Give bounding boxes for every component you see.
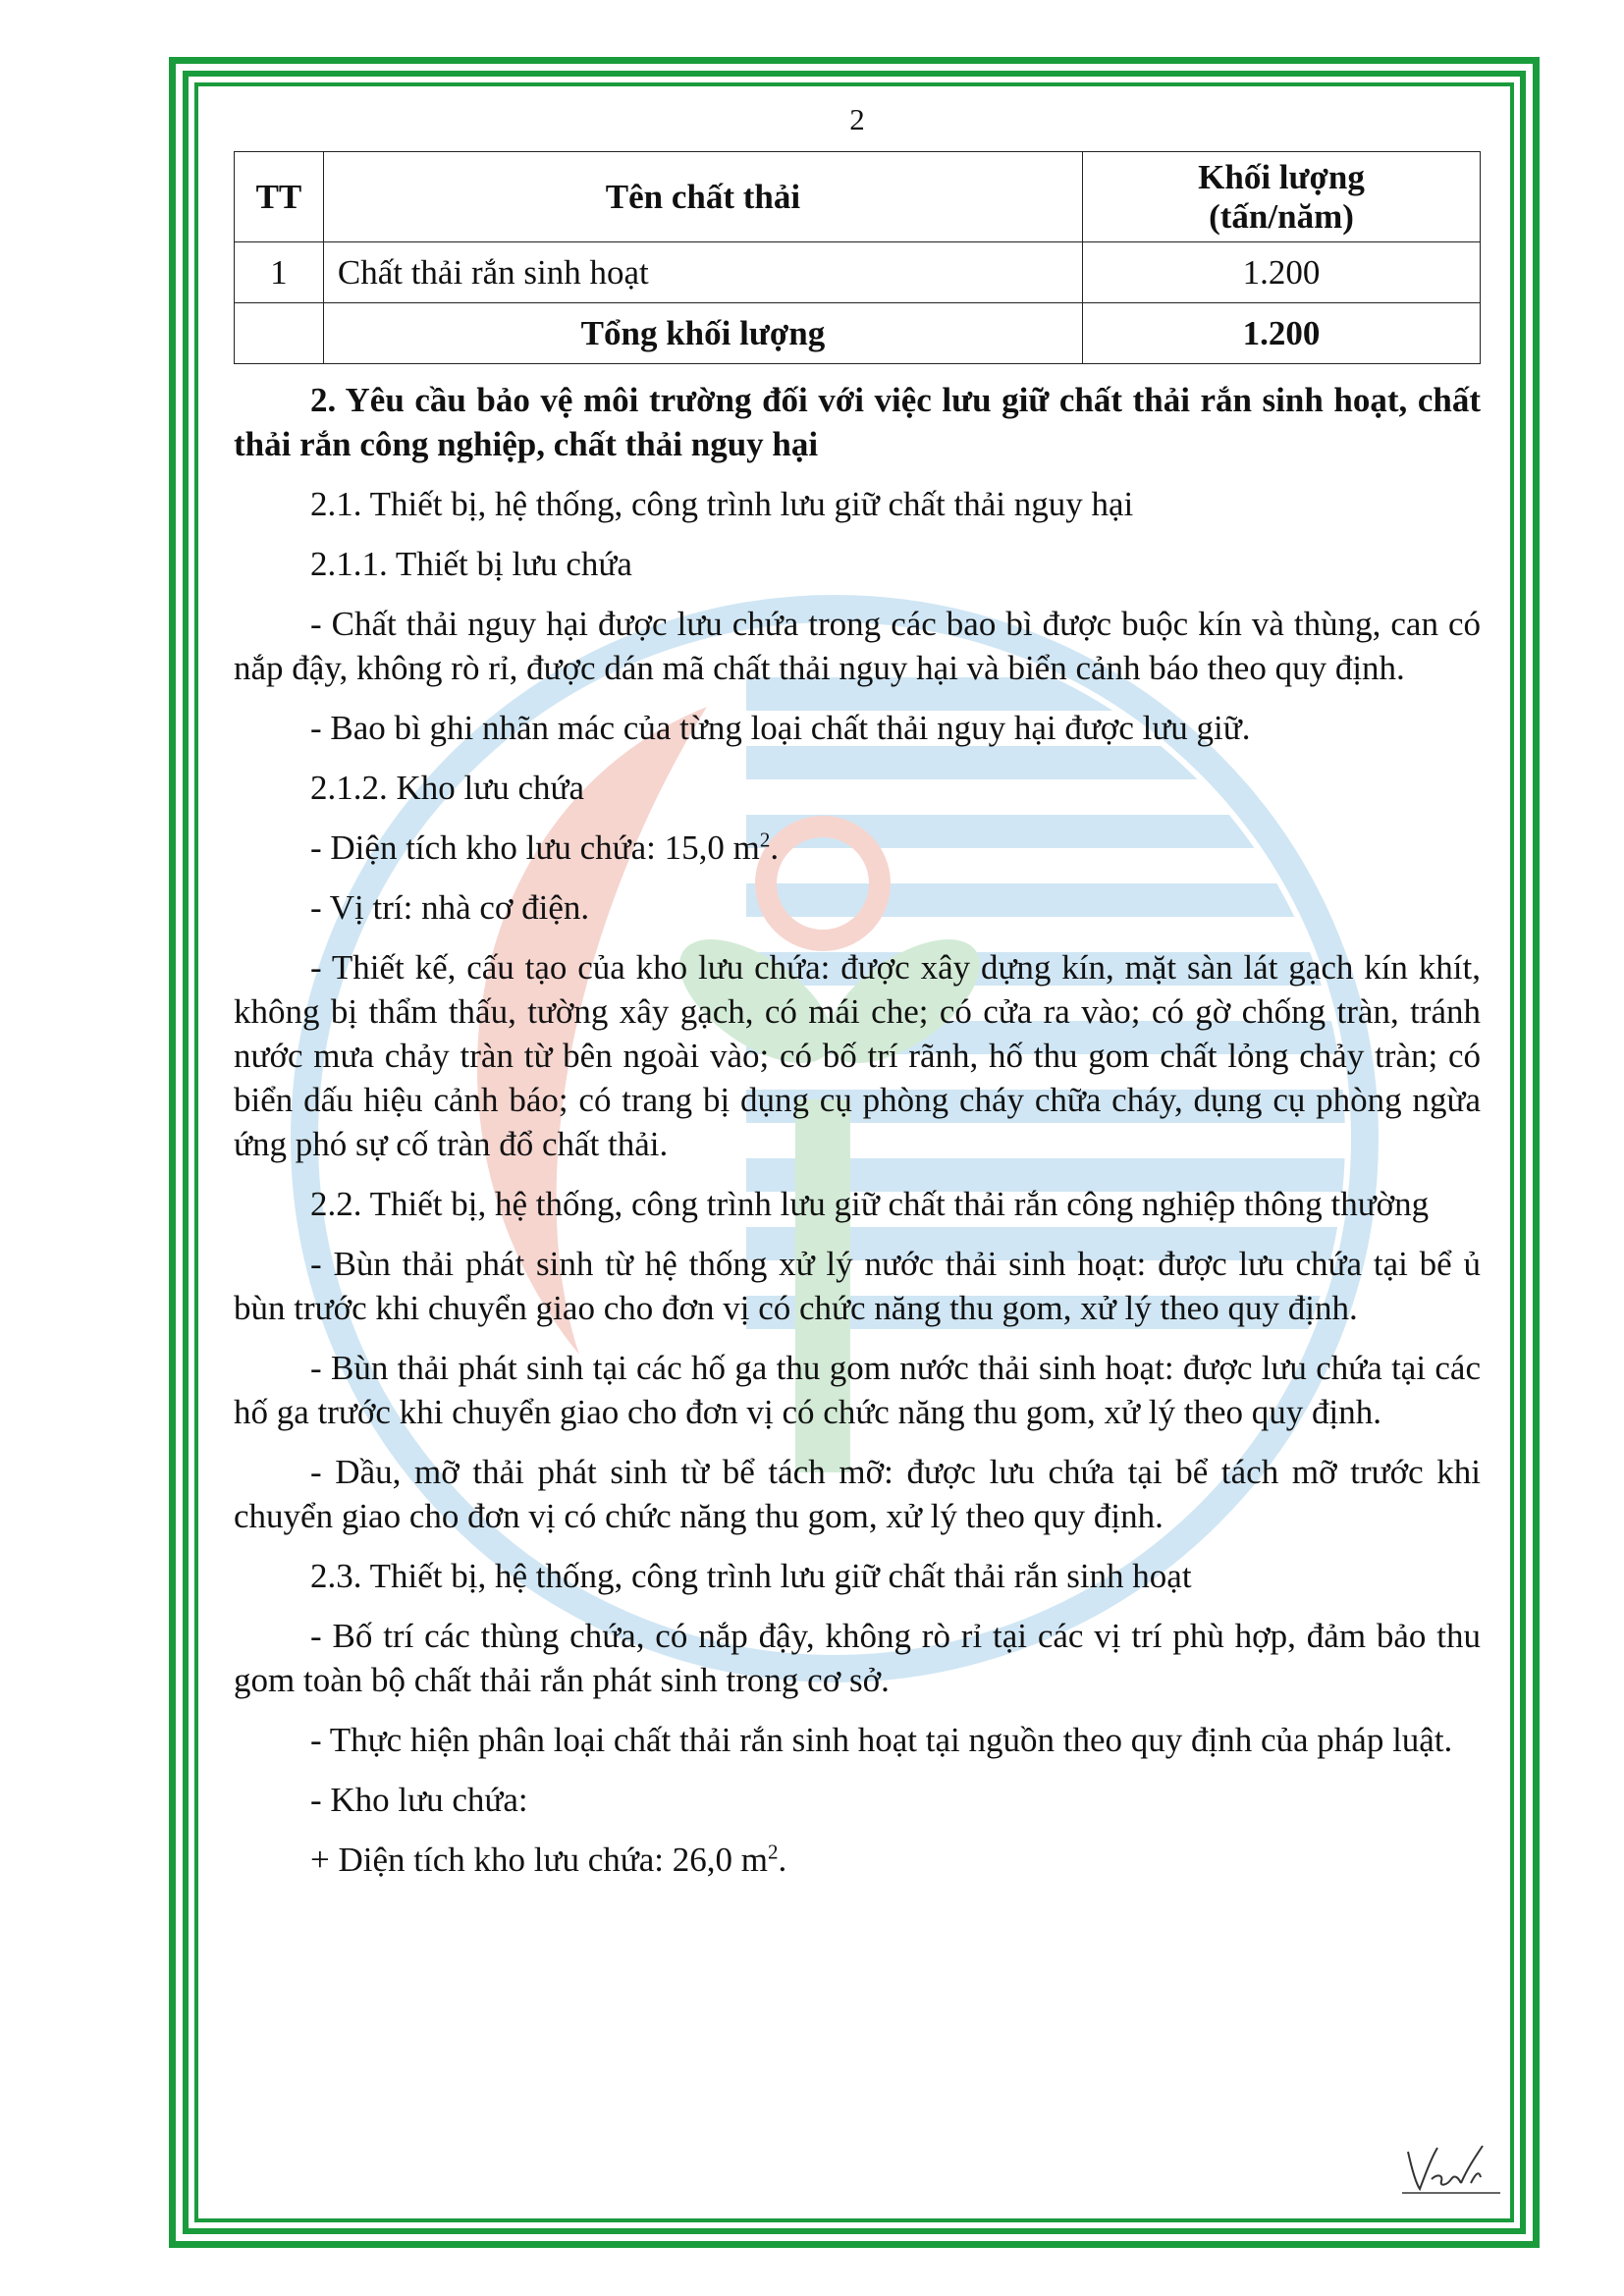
header-waste-name: Tên chất thải bbox=[323, 152, 1082, 242]
paragraph: - Bùn thải phát sinh từ hệ thống xử lý nước thải sinh hoạt: được lưu chứa tại bể ủ bùn trước khi chuyển giao cho đơn vị có chức năng thu gom, xử lý theo quy định. bbox=[234, 1245, 1481, 1327]
storage-area-text: - Diện tích kho lưu chứa: 15,0 m bbox=[310, 828, 760, 867]
waste-volume-table bbox=[234, 151, 1481, 364]
period: . bbox=[770, 828, 780, 867]
period: . bbox=[778, 1841, 787, 1879]
paragraph: - Vị trí: nhà cơ điện. bbox=[310, 888, 590, 927]
page-number: 2 bbox=[849, 102, 865, 136]
storage-area-line bbox=[234, 826, 1481, 870]
total-value: 1.200 bbox=[1083, 303, 1481, 364]
cell-waste-name: Chất thải rắn sinh hoạt bbox=[323, 242, 1082, 303]
table-total-row bbox=[235, 303, 1481, 364]
superscript: 2 bbox=[767, 1840, 779, 1864]
paragraph: - Thiết kế, cấu tạo của kho lưu chứa: được xây dựng kín, mặt sàn lát gạch kín khít, không bị thẩm thấu, tường xây gạch, có mái che; có cửa ra vào; có gờ chống tràn, tránh nước mưa chảy tràn từ bên ngoài vào; có bố trí rãnh, hố thu gom chất lỏng chảy tràn; có biển dấu hiệu cảnh báo; có trang bị dụng cụ phòng cháy chữa cháy, dụng cụ phòng ngừa ứng phó sự cố tràn đổ chất thải. bbox=[234, 948, 1481, 1163]
table-header-row bbox=[235, 152, 1481, 242]
section-2-heading: 2. Yêu cầu bảo vệ môi trường đối với việc lưu giữ chất thải rắn sinh hoạt, chất thải rắn công nghiệp, chất thải nguy hại bbox=[234, 381, 1481, 463]
section-2-1-2-heading: 2.1.2. Kho lưu chứa bbox=[310, 769, 585, 807]
section-2-2-heading: 2.2. Thiết bị, hệ thống, công trình lưu giữ chất thải rắn công nghiệp thông thường bbox=[310, 1185, 1430, 1223]
cell-mass: 1.200 bbox=[1083, 242, 1481, 303]
storage-area-line bbox=[234, 1838, 1481, 1882]
paragraph: - Bố trí các thùng chứa, có nắp đậy, không rò rỉ tại các vị trí phù hợp, đảm bảo thu gom toàn bộ chất thải rắn phát sinh trong cơ sở. bbox=[234, 1617, 1481, 1699]
table-row bbox=[235, 242, 1481, 303]
paragraph: - Thực hiện phân loại chất thải rắn sinh hoạt tại nguồn theo quy định của pháp luật. bbox=[310, 1721, 1453, 1759]
section-2-1-heading: 2.1. Thiết bị, hệ thống, công trình lưu giữ chất thải nguy hại bbox=[310, 485, 1134, 523]
cell-tt: 1 bbox=[235, 242, 324, 303]
storage-area-text: + Diện tích kho lưu chứa: 26,0 m bbox=[310, 1841, 768, 1879]
paragraph: - Kho lưu chứa: bbox=[310, 1781, 528, 1819]
document-body bbox=[234, 94, 1481, 1882]
header-mass-line2: (tấn/năm) bbox=[1209, 196, 1354, 236]
total-label: Tổng khối lượng bbox=[323, 303, 1082, 364]
section-2-3-heading: 2.3. Thiết bị, hệ thống, công trình lưu giữ chất thải rắn sinh hoạt bbox=[310, 1557, 1192, 1595]
section-2-1-1-heading: 2.1.1. Thiết bị lưu chứa bbox=[310, 545, 632, 583]
header-mass-line1: Khối lượng bbox=[1198, 157, 1365, 196]
paragraph: - Chất thải nguy hại được lưu chứa trong các bao bì được buộc kín và thùng, can có nắp đậy, không rò rỉ, được dán mã chất thải nguy hại và biển cảnh báo theo quy định. bbox=[234, 605, 1481, 687]
header-mass bbox=[1083, 152, 1481, 242]
paragraph: - Bùn thải phát sinh tại các hố ga thu gom nước thải sinh hoạt: được lưu chứa tại các hố ga trước khi chuyển giao cho đơn vị có chức năng thu gom, xử lý theo quy định. bbox=[234, 1349, 1481, 1431]
paragraph: - Dầu, mỡ thải phát sinh từ bể tách mỡ: được lưu chứa tại bể tách mỡ trước khi chuyển giao cho đơn vị có chức năng thu gom, xử lý theo quy định. bbox=[234, 1453, 1481, 1535]
signature-initials bbox=[1402, 2140, 1500, 2199]
superscript: 2 bbox=[759, 828, 771, 852]
header-tt: TT bbox=[235, 152, 324, 242]
cell-empty bbox=[235, 303, 324, 364]
paragraph: - Bao bì ghi nhãn mác của từng loại chất thải nguy hại được lưu giữ. bbox=[310, 709, 1251, 747]
